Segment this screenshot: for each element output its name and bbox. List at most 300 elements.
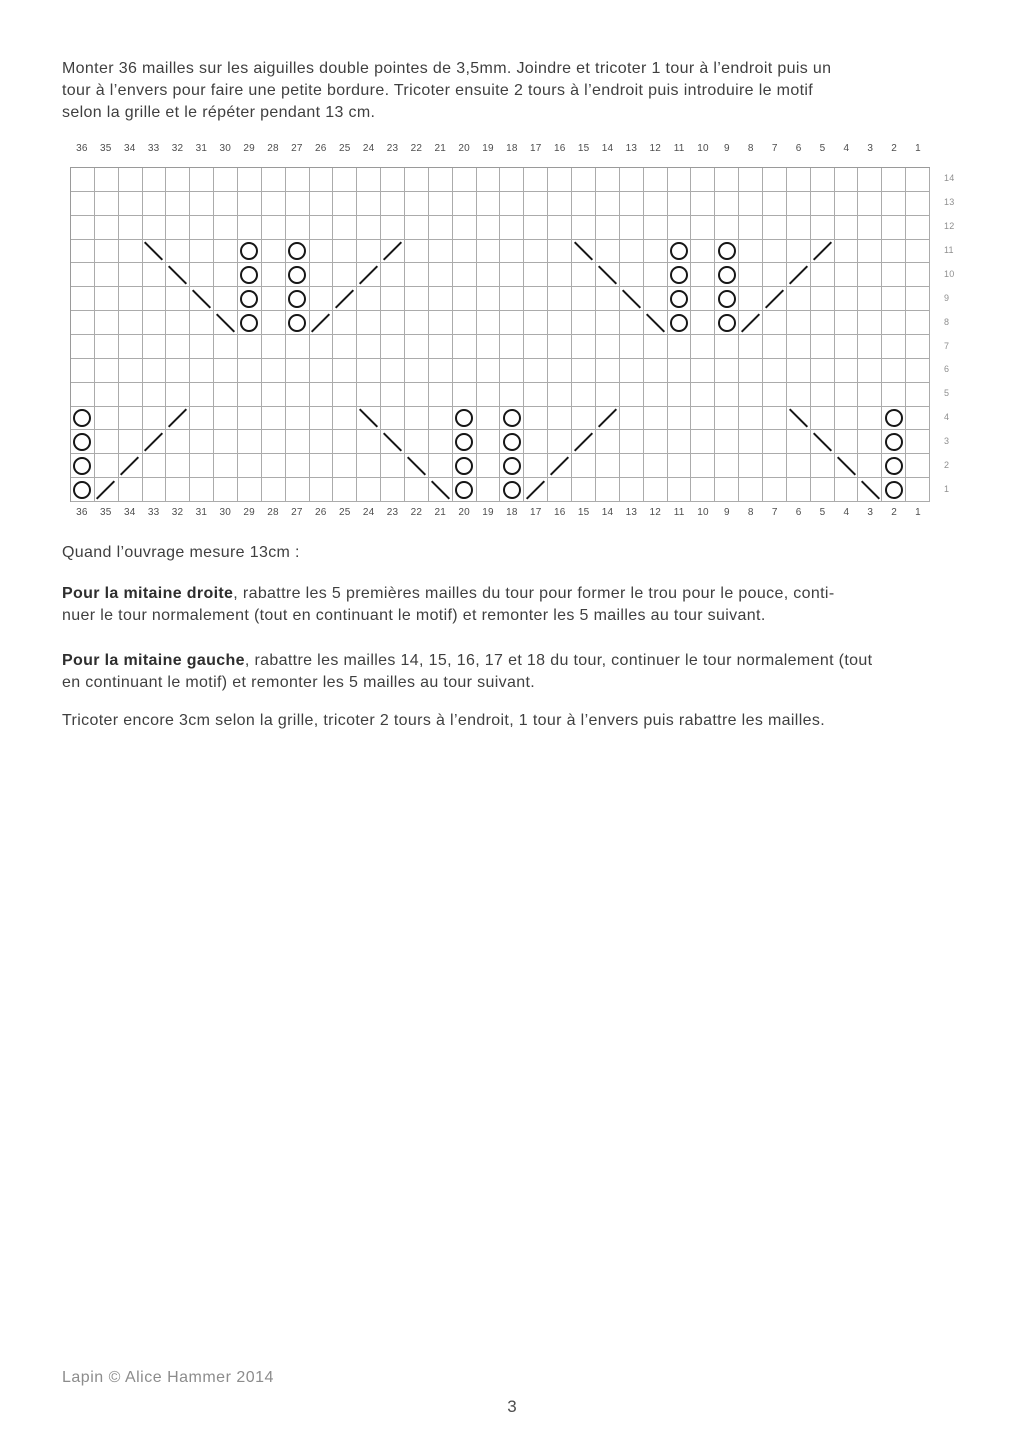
chart-cell: [166, 454, 190, 478]
chart-cell: [906, 168, 930, 192]
column-label: 23: [386, 143, 399, 154]
chart-cell: [524, 216, 548, 240]
chart-cell: [214, 407, 238, 431]
chart-cell: [882, 430, 906, 454]
chart-cell: [71, 287, 95, 311]
chart-cell: [548, 335, 572, 359]
column-label: 12: [649, 507, 662, 518]
chart-cell: [333, 454, 357, 478]
chart-cell: [429, 454, 453, 478]
column-label: 21: [434, 507, 447, 518]
chart-cell: [166, 478, 190, 502]
chart-cell: [548, 407, 572, 431]
chart-cell: [691, 263, 715, 287]
chart-cell: [143, 263, 167, 287]
chart-cell: [238, 454, 262, 478]
row-label: 9: [944, 292, 950, 303]
chart-cell: [835, 311, 859, 335]
chart-cell: [739, 383, 763, 407]
chart-grid: [70, 167, 930, 502]
chart-cell: [596, 240, 620, 264]
chart-cell: [787, 454, 811, 478]
column-label: 15: [577, 507, 590, 518]
chart-cell: [596, 383, 620, 407]
chart-cell: [500, 478, 524, 502]
chart-cell: [811, 430, 835, 454]
chart-cell: [262, 192, 286, 216]
chart-cell: [882, 454, 906, 478]
chart-cell: [811, 478, 835, 502]
chart-cell: [787, 478, 811, 502]
chart-cell: [429, 359, 453, 383]
column-label: 1: [915, 507, 921, 518]
chart-cell: [763, 311, 787, 335]
right-mitten-paragraph: [62, 583, 967, 627]
chart-cell: [882, 168, 906, 192]
chart-cell: [644, 287, 668, 311]
chart-cell: [715, 311, 739, 335]
chart-cell: [214, 216, 238, 240]
chart-cell: [668, 240, 692, 264]
chart-cell: [668, 287, 692, 311]
chart-cell: [429, 383, 453, 407]
chart-cell: [95, 192, 119, 216]
chart-cell: [381, 168, 405, 192]
chart-cell: [381, 454, 405, 478]
column-label: 33: [147, 507, 160, 518]
chart-cell: [882, 335, 906, 359]
chart-cell: [310, 216, 334, 240]
chart-cell: [71, 430, 95, 454]
chart-cell: [763, 407, 787, 431]
chart-cell: [214, 359, 238, 383]
chart-cell: [190, 240, 214, 264]
chart-cell: [71, 383, 95, 407]
chart-cell: [190, 359, 214, 383]
row-label: 5: [944, 388, 950, 399]
chart-cell: [357, 383, 381, 407]
row-label: 11: [944, 244, 954, 255]
chart-cell: [381, 240, 405, 264]
column-label: 11: [673, 143, 685, 154]
chart-cell: [381, 216, 405, 240]
chart-cell: [286, 240, 310, 264]
chart-row-labels: [936, 167, 966, 502]
chart-cell: [668, 454, 692, 478]
chart-cell: [548, 287, 572, 311]
chart-cell: [262, 311, 286, 335]
chart-cell: [906, 216, 930, 240]
column-label: 9: [724, 507, 730, 518]
chart-cell: [95, 263, 119, 287]
chart-cell: [787, 383, 811, 407]
chart-cell: [572, 311, 596, 335]
chart-cell: [811, 383, 835, 407]
chart-cell: [500, 240, 524, 264]
chart-cell: [644, 407, 668, 431]
chart-cell: [739, 240, 763, 264]
row-label: 7: [944, 340, 950, 351]
chart-cell: [787, 263, 811, 287]
chart-cell: [715, 478, 739, 502]
measure-line: Quand l’ouvrage mesure 13cm :: [62, 544, 300, 561]
right-mitten-heading: Pour la mitaine droite: [62, 585, 234, 602]
chart-cell: [429, 240, 453, 264]
chart-cell: [548, 430, 572, 454]
chart-cell: [333, 383, 357, 407]
chart-cell: [262, 478, 286, 502]
column-label: 23: [386, 507, 399, 518]
chart-cell: [286, 335, 310, 359]
right-mitten-text2: nuer le tour normalement (tout en continuant le motif) et remonter les 5 mailles au tour suivant.: [62, 607, 766, 624]
chart-cell: [596, 478, 620, 502]
chart-cell: [668, 359, 692, 383]
chart-cell: [429, 263, 453, 287]
chart-cell: [858, 168, 882, 192]
chart-cell: [143, 478, 167, 502]
chart-cell: [811, 216, 835, 240]
column-label: 24: [362, 507, 375, 518]
chart-cell: [71, 335, 95, 359]
chart-cell: [190, 216, 214, 240]
chart-cell: [453, 168, 477, 192]
chart-cell: [524, 359, 548, 383]
chart-cell: [524, 383, 548, 407]
chart-cell: [739, 192, 763, 216]
chart-cell: [405, 359, 429, 383]
chart-cell: [238, 335, 262, 359]
chart-cell: [477, 407, 501, 431]
chart-cell: [620, 168, 644, 192]
chart-cell: [333, 311, 357, 335]
column-label: 10: [697, 143, 709, 154]
chart-cell: [524, 430, 548, 454]
chart-cell: [906, 454, 930, 478]
column-label: 21: [434, 143, 447, 154]
chart-cell: [906, 335, 930, 359]
chart-cell: [214, 454, 238, 478]
chart-cell: [190, 263, 214, 287]
chart-cell: [143, 407, 167, 431]
chart-cell: [715, 192, 739, 216]
chart-cell: [238, 287, 262, 311]
column-label: 4: [843, 143, 850, 154]
chart-cell: [668, 216, 692, 240]
column-label: 6: [795, 507, 802, 518]
column-label: 22: [410, 507, 423, 518]
chart-cell: [596, 359, 620, 383]
chart-cell: [477, 383, 501, 407]
chart-cell: [668, 478, 692, 502]
chart-cell: [190, 168, 214, 192]
row-label: 3: [944, 436, 950, 447]
chart-cell: [477, 430, 501, 454]
chart-cell: [238, 359, 262, 383]
chart-cell: [143, 430, 167, 454]
chart-cell: [811, 454, 835, 478]
chart-cell: [668, 430, 692, 454]
chart-cell: [811, 168, 835, 192]
chart-cell: [453, 192, 477, 216]
chart-cell: [668, 335, 692, 359]
chart-cell: [333, 359, 357, 383]
chart-cell: [453, 383, 477, 407]
chart-cell: [500, 287, 524, 311]
chart-cell: [858, 192, 882, 216]
chart-cell: [644, 454, 668, 478]
chart-cell: [95, 240, 119, 264]
chart-cell: [357, 359, 381, 383]
chart-cell: [310, 454, 334, 478]
chart-cell: [763, 359, 787, 383]
column-label: 27: [291, 507, 303, 518]
chart-cell: [596, 454, 620, 478]
column-label: 29: [243, 507, 255, 518]
chart-cell: [429, 335, 453, 359]
chart-cell: [429, 168, 453, 192]
chart-cell: [715, 168, 739, 192]
column-label: 8: [747, 143, 754, 154]
chart-cell: [787, 335, 811, 359]
chart-cell: [286, 263, 310, 287]
chart-cell: [835, 216, 859, 240]
chart-cell: [596, 311, 620, 335]
chart-cell: [548, 478, 572, 502]
column-label: 33: [147, 143, 160, 154]
column-label: 16: [553, 507, 566, 518]
chart-cell: [906, 240, 930, 264]
chart-cell: [71, 240, 95, 264]
chart-cell: [310, 359, 334, 383]
chart-cell: [572, 430, 596, 454]
chart-cell: [190, 478, 214, 502]
chart-cell: [310, 192, 334, 216]
chart-cell: [691, 192, 715, 216]
chart-cell: [906, 263, 930, 287]
chart-cell: [715, 383, 739, 407]
chart-cell: [166, 192, 190, 216]
chart-cell: [333, 263, 357, 287]
column-label: 7: [771, 507, 778, 518]
chart-cell: [572, 263, 596, 287]
chart-cell: [620, 430, 644, 454]
chart-cell: [644, 192, 668, 216]
chart-cell: [644, 216, 668, 240]
chart-cell: [739, 287, 763, 311]
chart-cell: [620, 407, 644, 431]
chart-cell: [882, 240, 906, 264]
chart-cell: [596, 407, 620, 431]
column-label: 1: [915, 143, 921, 154]
chart-cell: [882, 359, 906, 383]
chart-cell: [500, 454, 524, 478]
chart-cell: [405, 383, 429, 407]
column-label: 19: [482, 143, 494, 154]
chart-cell: [357, 240, 381, 264]
chart-cell: [811, 192, 835, 216]
chart-cell: [429, 216, 453, 240]
chart-cell: [71, 478, 95, 502]
chart-cell: [739, 335, 763, 359]
chart-cell: [620, 454, 644, 478]
chart-cell: [286, 216, 310, 240]
chart-cell: [95, 478, 119, 502]
chart-cell: [286, 311, 310, 335]
column-label: 24: [362, 143, 375, 154]
column-label: 3: [867, 143, 874, 154]
column-label: 13: [625, 143, 638, 154]
chart-cell: [429, 192, 453, 216]
chart-cell: [572, 454, 596, 478]
column-label: 11: [673, 507, 685, 518]
chart-cell: [238, 383, 262, 407]
chart-cell: [668, 311, 692, 335]
chart-cell: [500, 216, 524, 240]
chart-cell: [71, 263, 95, 287]
left-mitten-heading: Pour la mitaine gauche: [62, 652, 245, 669]
chart-cell: [763, 287, 787, 311]
chart-cell: [166, 240, 190, 264]
chart-cell: [739, 311, 763, 335]
chart-cell: [429, 407, 453, 431]
chart-cell: [524, 168, 548, 192]
chart-cell: [835, 263, 859, 287]
chart-cell: [262, 407, 286, 431]
chart-cell: [668, 407, 692, 431]
chart-cell: [119, 311, 143, 335]
chart-cell: [166, 407, 190, 431]
chart-cell: [500, 168, 524, 192]
left-mitten-paragraph: [62, 650, 967, 694]
left-mitten-text2: en continuant le motif) et remonter les 5 mailles au tour suivant.: [62, 674, 536, 691]
chart-cell: [166, 383, 190, 407]
chart-cell: [739, 407, 763, 431]
row-label: 4: [944, 412, 950, 423]
column-label: 31: [195, 143, 208, 154]
chart-cell: [381, 311, 405, 335]
chart-cell: [429, 311, 453, 335]
chart-cell: [524, 407, 548, 431]
chart-cell: [310, 335, 334, 359]
chart-cell: [524, 263, 548, 287]
column-label: 2: [891, 143, 898, 154]
chart-cell: [333, 287, 357, 311]
column-label: 12: [649, 143, 662, 154]
page-number: 3: [507, 1397, 517, 1416]
row-label: 14: [944, 173, 955, 183]
chart-cell: [572, 335, 596, 359]
chart-cell: [190, 287, 214, 311]
chart-cell: [357, 454, 381, 478]
chart-cell: [596, 335, 620, 359]
chart-cell: [381, 407, 405, 431]
chart-cell: [811, 240, 835, 264]
chart-cell: [691, 311, 715, 335]
chart-cell: [453, 430, 477, 454]
chart-cell: [644, 383, 668, 407]
chart-cell: [262, 287, 286, 311]
chart-cell: [739, 263, 763, 287]
chart-cell: [858, 240, 882, 264]
chart-cell: [691, 454, 715, 478]
chart-cell: [453, 335, 477, 359]
chart-cell: [166, 263, 190, 287]
chart-cell: [405, 430, 429, 454]
column-label: 35: [100, 143, 112, 154]
chart-cell: [524, 240, 548, 264]
chart-cell: [238, 407, 262, 431]
chart-cell: [620, 311, 644, 335]
chart-cell: [691, 168, 715, 192]
chart-cell: [262, 240, 286, 264]
chart-cell: [477, 359, 501, 383]
chart-cell: [811, 359, 835, 383]
chart-cell: [381, 430, 405, 454]
chart-cell: [95, 454, 119, 478]
chart-cell: [286, 454, 310, 478]
chart-cell: [119, 216, 143, 240]
column-label: 25: [338, 507, 351, 518]
chart-cell: [477, 240, 501, 264]
column-label: 16: [553, 143, 566, 154]
chart-cell: [572, 192, 596, 216]
chart-cell: [715, 430, 739, 454]
chart-column-labels-top: [70, 143, 930, 155]
chart-cell: [668, 263, 692, 287]
column-label: 27: [291, 143, 303, 154]
column-label: 17: [530, 143, 542, 154]
chart-cell: [906, 359, 930, 383]
chart-cell: [95, 335, 119, 359]
chart-cell: [357, 216, 381, 240]
column-label: 34: [123, 143, 136, 154]
chart-cell: [381, 383, 405, 407]
chart-cell: [429, 478, 453, 502]
chart-cell: [381, 287, 405, 311]
chart-cell: [548, 383, 572, 407]
chart-cell: [787, 287, 811, 311]
row-label: 1: [944, 484, 950, 495]
column-label: 6: [795, 143, 802, 154]
chart-cell: [333, 240, 357, 264]
chart-cell: [620, 192, 644, 216]
chart-cell: [715, 359, 739, 383]
chart-cell: [453, 240, 477, 264]
chart-cell: [858, 383, 882, 407]
chart-cell: [166, 287, 190, 311]
chart-cell: [882, 383, 906, 407]
row-label: 8: [944, 316, 950, 327]
chart-cell: [262, 216, 286, 240]
chart-cell: [357, 263, 381, 287]
chart-cell: [310, 311, 334, 335]
chart-cell: [739, 454, 763, 478]
chart-cell: [477, 216, 501, 240]
chart-cell: [119, 263, 143, 287]
chart-cell: [405, 263, 429, 287]
chart-cell: [787, 192, 811, 216]
chart-cell: [143, 335, 167, 359]
chart-cell: [715, 454, 739, 478]
chart-cell: [95, 311, 119, 335]
chart-cell: [763, 430, 787, 454]
column-label: 36: [76, 143, 88, 154]
chart-cell: [548, 359, 572, 383]
text-line: tour à l’envers pour faire une petite bordure. Tricoter ensuite 2 tours à l’endroit puis introduire le motif: [62, 82, 814, 99]
chart-cell: [286, 359, 310, 383]
chart-cell: [906, 311, 930, 335]
chart-cell: [190, 430, 214, 454]
